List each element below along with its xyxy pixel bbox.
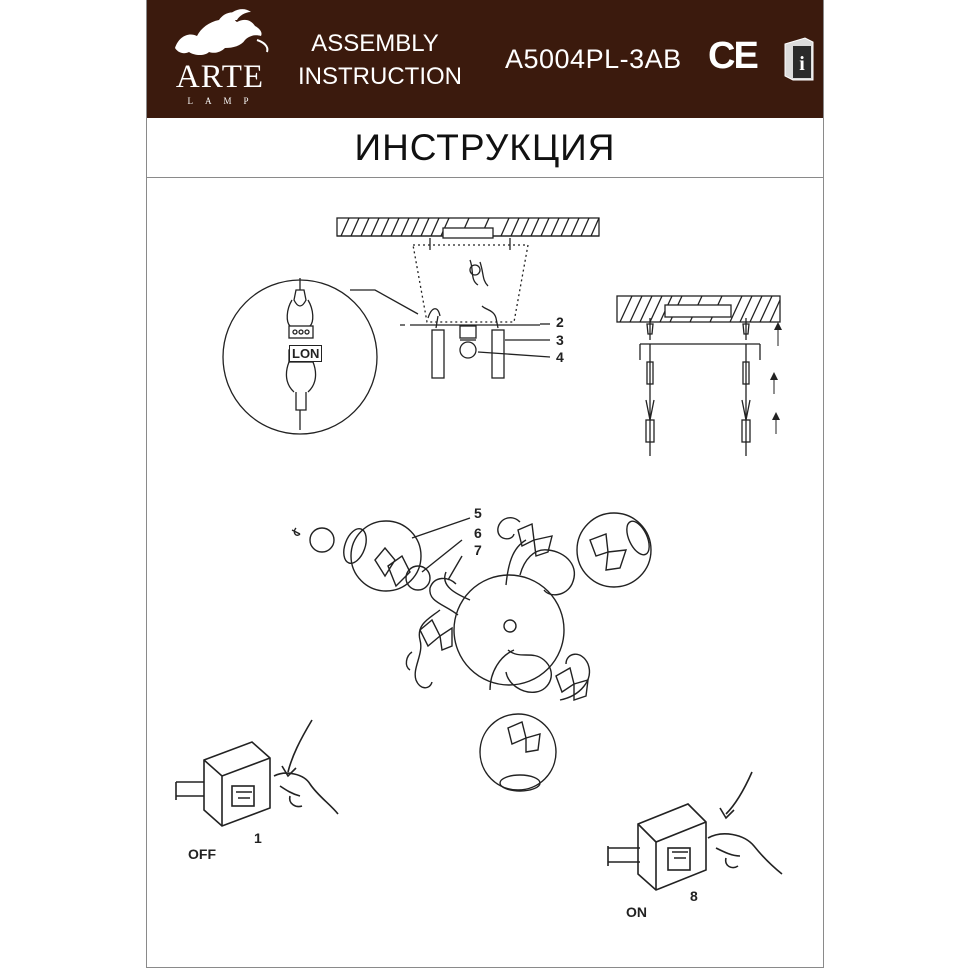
ce-mark: CE — [708, 35, 757, 77]
page-subtitle: ИНСТРУКЦИЯ — [147, 118, 823, 178]
model-number: A5004PL-3AB — [505, 44, 682, 74]
switch-off-state: OFF — [188, 846, 216, 862]
connector-label: LON — [289, 345, 322, 362]
switch-on-diagram — [608, 772, 782, 890]
brand-sub: LAMP — [187, 96, 261, 106]
chandelier-top-view — [292, 513, 654, 791]
switch-on-step: 8 — [690, 888, 698, 904]
callout-6: 6 — [474, 525, 482, 541]
header-title-line2: INSTRUCTION — [298, 63, 462, 90]
arrow-up-icon — [770, 322, 782, 434]
header-title-line1: ASSEMBLY — [311, 30, 439, 57]
callout-2: 2 — [556, 314, 564, 330]
callout-3: 3 — [556, 332, 564, 348]
ceiling-section — [617, 296, 780, 322]
ceiling-hatch — [337, 218, 599, 238]
callout-4: 4 — [556, 349, 564, 365]
switch-off-step: 1 — [254, 830, 262, 846]
svg-text:i: i — [799, 53, 805, 75]
callout-7: 7 — [474, 542, 482, 558]
switch-on-state: ON — [626, 904, 647, 920]
switch-off-diagram — [176, 720, 338, 826]
callout-5: 5 — [474, 505, 482, 521]
brand-name: ARTE — [175, 59, 265, 95]
